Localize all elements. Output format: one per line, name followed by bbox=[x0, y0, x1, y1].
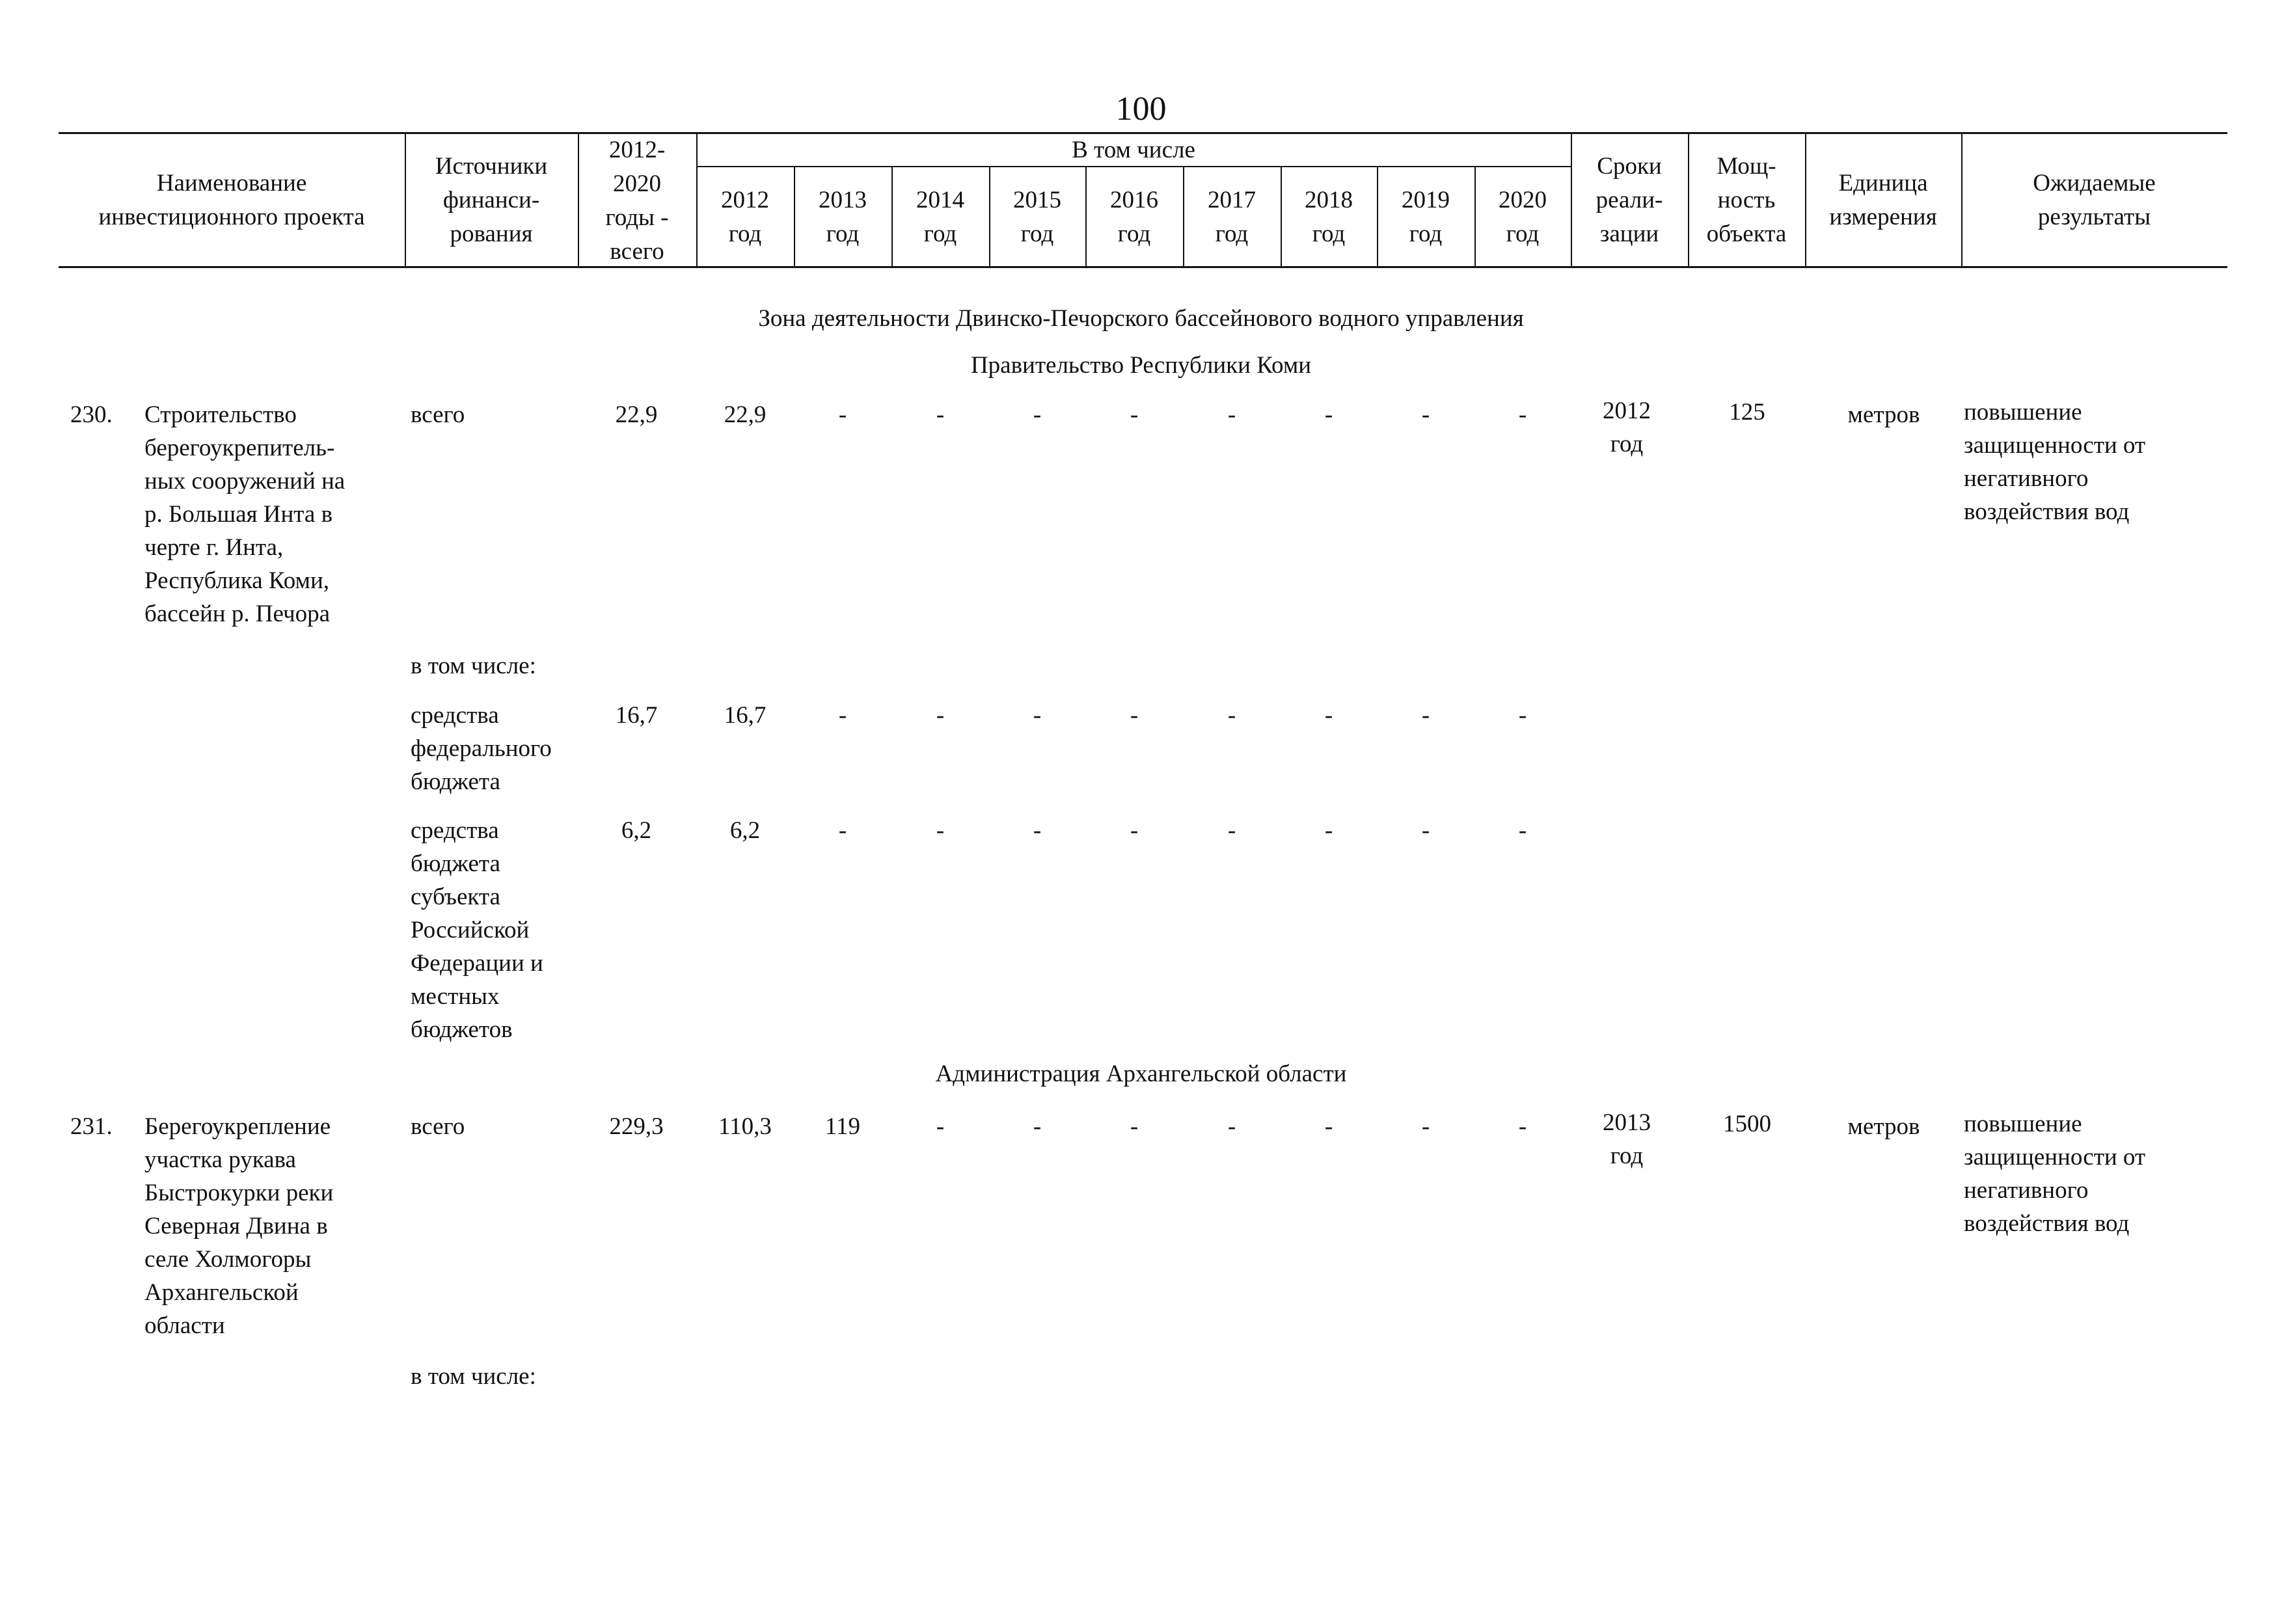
header-total-line: 2012- bbox=[608, 137, 666, 163]
project-name-line: ных сооружений на bbox=[144, 468, 346, 494]
header-year-line: год bbox=[1117, 221, 1151, 247]
project-source: всего bbox=[411, 401, 465, 428]
header-year-line: 2014 bbox=[916, 187, 964, 213]
subrow-total: 16,7 bbox=[615, 702, 658, 729]
section-title: Правительство Республики Коми bbox=[970, 352, 1312, 379]
project-total: 22,9 bbox=[615, 401, 658, 428]
header-unit-line: Единица bbox=[1838, 170, 1928, 196]
project-year-2013: - bbox=[838, 401, 847, 428]
header-capacity-line: ность bbox=[1717, 187, 1776, 213]
header-term bbox=[1571, 150, 1688, 251]
subrow-source-line: средства bbox=[411, 817, 499, 844]
project-name-line: Берегоукрепление bbox=[144, 1113, 331, 1140]
project-name-line: р. Большая Инта в bbox=[144, 501, 333, 528]
header-name-line: Наименование bbox=[156, 170, 307, 196]
project-year-2018: - bbox=[1324, 1113, 1333, 1140]
header-year-line: 2020 bbox=[1499, 187, 1547, 213]
project-capacity: 1500 bbox=[1723, 1111, 1771, 1137]
project-year-2019: - bbox=[1421, 1113, 1430, 1140]
project-results-line: негативного bbox=[1964, 1177, 2089, 1204]
project-name-line: области bbox=[144, 1312, 225, 1339]
project-results-line: повышение bbox=[1964, 399, 2082, 426]
header-sources-line: Источники bbox=[435, 153, 548, 180]
subrow-source-line: бюджетов bbox=[411, 1016, 513, 1043]
subrow-year-2014: - bbox=[936, 817, 945, 844]
section-title: Администрация Архангельской области bbox=[935, 1061, 1347, 1087]
subrow-year-2012: 16,7 bbox=[724, 702, 767, 729]
header-year-2013 bbox=[794, 183, 891, 251]
project-year-2019: - bbox=[1421, 401, 1430, 428]
project-number: 230. bbox=[70, 401, 113, 428]
header-name-line: инвестиционного проекта bbox=[98, 204, 365, 230]
header-incl: В том числе bbox=[1072, 137, 1195, 163]
header-year-line: 2016 bbox=[1110, 187, 1158, 213]
header-year-line: год bbox=[1409, 221, 1443, 247]
subrow-source-line: федерального bbox=[411, 735, 552, 762]
project-term-line: 2013 bbox=[1603, 1109, 1651, 1136]
project-year-2017: - bbox=[1227, 401, 1236, 428]
subrow-year-2016: - bbox=[1130, 817, 1139, 844]
project-year-2016: - bbox=[1130, 401, 1139, 428]
subrow-year-2012: 6,2 bbox=[729, 817, 761, 844]
subrow-year-2014: - bbox=[936, 702, 945, 729]
subrow-source-line: Федерации и bbox=[411, 950, 543, 977]
project-total: 229,3 bbox=[609, 1113, 664, 1140]
project-results-line: воздействия вод bbox=[1964, 498, 2130, 525]
header-unit bbox=[1805, 167, 1961, 234]
project-results-line: защищенности от bbox=[1964, 432, 2146, 459]
header-capacity-line: объекта bbox=[1706, 221, 1787, 247]
subrow-source-line: местных bbox=[411, 983, 500, 1010]
header-year-line: год bbox=[923, 221, 957, 247]
project-term-line: год bbox=[1610, 1143, 1644, 1169]
project-year-2020: - bbox=[1518, 401, 1527, 428]
project-year-2013: 119 bbox=[824, 1113, 861, 1140]
subrow-total: 6,2 bbox=[621, 817, 652, 844]
header-year-line: 2012 bbox=[721, 187, 769, 213]
header-year-2018 bbox=[1280, 183, 1378, 251]
subrow-year-2015: - bbox=[1033, 702, 1042, 729]
header-term-line: Сроки bbox=[1597, 153, 1662, 180]
header-year-line: 2017 bbox=[1208, 187, 1256, 213]
header-year-2016 bbox=[1085, 183, 1183, 251]
page-number: 100 bbox=[1115, 90, 1167, 128]
header-term-line: реали- bbox=[1596, 187, 1663, 213]
incl-label: в том числе: bbox=[411, 653, 536, 679]
header-total-line: 2020 bbox=[613, 170, 661, 197]
header-capacity bbox=[1688, 150, 1805, 251]
header-total bbox=[578, 133, 696, 269]
project-year-2015: - bbox=[1033, 1113, 1042, 1140]
project-name-line: черте г. Инта, bbox=[144, 534, 284, 561]
project-source: всего bbox=[411, 1113, 465, 1140]
header-total-line: всего bbox=[610, 238, 664, 265]
header-results bbox=[1961, 167, 2227, 234]
header-sources bbox=[405, 150, 578, 251]
header-sources-line: рования bbox=[450, 221, 533, 247]
header-year-2019 bbox=[1377, 183, 1474, 251]
subrow-year-2018: - bbox=[1324, 702, 1333, 729]
project-year-2016: - bbox=[1130, 1113, 1139, 1140]
header-total-line: годы - bbox=[605, 204, 669, 231]
project-unit: метров bbox=[1847, 1113, 1920, 1140]
project-year-2020: - bbox=[1518, 1113, 1527, 1140]
header-year-2020 bbox=[1474, 183, 1571, 251]
project-unit: метров bbox=[1847, 401, 1920, 428]
header-year-line: год bbox=[1020, 221, 1054, 247]
subrow-year-2019: - bbox=[1421, 702, 1430, 729]
project-year-2012: 22,9 bbox=[724, 401, 767, 428]
project-name-line: селе Холмогоры bbox=[144, 1246, 312, 1273]
header-results-line: Ожидаемые bbox=[2033, 170, 2156, 196]
subrow-year-2017: - bbox=[1227, 702, 1236, 729]
header-year-2014 bbox=[891, 183, 989, 251]
header-year-line: 2018 bbox=[1305, 187, 1353, 213]
header-capacity-line: Мощ- bbox=[1717, 153, 1776, 180]
header-unit-line: измерения bbox=[1829, 204, 1937, 230]
project-name-line: участка рукава bbox=[144, 1146, 296, 1173]
project-year-2014: - bbox=[936, 1113, 945, 1140]
subrow-year-2018: - bbox=[1324, 817, 1333, 844]
project-name-line: Быстрокурки реки bbox=[144, 1180, 334, 1206]
project-year-2017: - bbox=[1227, 1113, 1236, 1140]
project-capacity: 125 bbox=[1729, 399, 1765, 426]
header-year-line: 2015 bbox=[1013, 187, 1061, 213]
project-number: 231. bbox=[70, 1113, 113, 1140]
subrow-year-2020: - bbox=[1518, 817, 1527, 844]
project-name-line: бассейн р. Печора bbox=[144, 601, 331, 627]
incl-label: в том числе: bbox=[411, 1363, 536, 1390]
subrow-source-line: бюджета bbox=[411, 768, 500, 795]
header-year-line: год bbox=[728, 221, 762, 247]
header-year-2017 bbox=[1183, 183, 1281, 251]
subrow-year-2017: - bbox=[1227, 817, 1236, 844]
header-term-line: зации bbox=[1599, 221, 1659, 247]
header-sources-line: финанси- bbox=[442, 187, 540, 213]
header-bottom-rule bbox=[59, 266, 2227, 268]
zone-title: Зона деятельности Двинско-Печорского бассейнового водного управления bbox=[758, 305, 1524, 332]
header-year-2015 bbox=[988, 183, 1086, 251]
project-name-line: Строительство bbox=[144, 401, 297, 428]
header-year-2012 bbox=[696, 183, 794, 251]
project-name-line: Северная Двина в bbox=[144, 1213, 328, 1239]
subrow-source-line: субъекта bbox=[411, 884, 500, 910]
project-year-2018: - bbox=[1324, 401, 1333, 428]
project-name-line: Архангельской bbox=[144, 1279, 299, 1306]
project-results-line: негативного bbox=[1964, 465, 2089, 492]
project-results-line: защищенности от bbox=[1964, 1144, 2146, 1171]
header-year-line: год bbox=[1215, 221, 1249, 247]
subrow-year-2013: - bbox=[838, 817, 847, 844]
subrow-year-2013: - bbox=[838, 702, 847, 729]
project-year-2012: 110,3 bbox=[718, 1113, 772, 1140]
header-year-line: год bbox=[1506, 221, 1540, 247]
subrow-source-line: бюджета bbox=[411, 850, 500, 877]
subrow-year-2020: - bbox=[1518, 702, 1527, 729]
header-year-line: год bbox=[1312, 221, 1346, 247]
project-year-2014: - bbox=[936, 401, 945, 428]
project-results-line: повышение bbox=[1964, 1111, 2082, 1137]
header-year-line: год bbox=[826, 221, 860, 247]
subrow-year-2019: - bbox=[1421, 817, 1430, 844]
header-name bbox=[59, 167, 405, 234]
project-term-line: 2012 bbox=[1603, 398, 1651, 424]
header-year-line: 2013 bbox=[819, 187, 867, 213]
subrow-year-2016: - bbox=[1130, 702, 1139, 729]
subrow-year-2015: - bbox=[1033, 817, 1042, 844]
project-name-line: Республика Коми, bbox=[144, 567, 330, 594]
header-results-line: результаты bbox=[2037, 204, 2151, 230]
subrow-source-line: Российской bbox=[411, 917, 530, 943]
project-results-line: воздействия вод bbox=[1964, 1210, 2130, 1237]
header-year-line: 2019 bbox=[1402, 187, 1450, 213]
project-name-line: берегоукрепитель- bbox=[144, 435, 335, 461]
project-year-2015: - bbox=[1033, 401, 1042, 428]
project-term-line: год bbox=[1610, 431, 1644, 457]
subrow-source-line: средства bbox=[411, 702, 499, 729]
